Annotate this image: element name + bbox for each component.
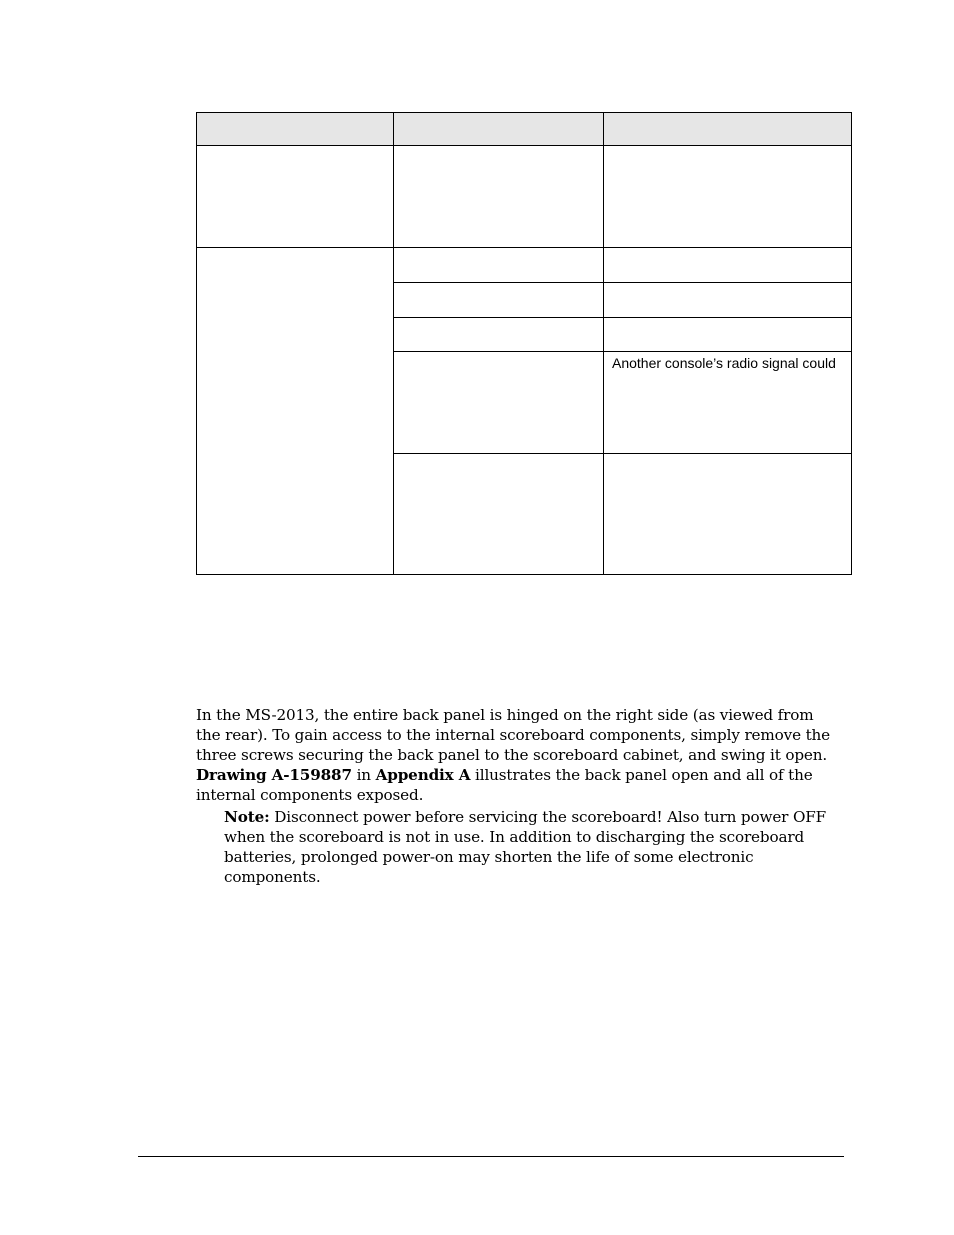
table-header-cell [604,113,852,146]
table-cell [197,248,394,575]
table-cell [394,318,604,352]
table-cell [604,248,852,283]
note-text: Disconnect power before servicing the scoreboard! Also turn power OFF when the scoreboard is not in use. In addition to discharging the scoreboard batteries, prolonged power-on may shorten the life of some electronic components. [224,808,827,886]
drawing-reference: Drawing A-159887 [196,766,352,784]
table-cell [604,146,852,248]
table-cell [394,248,604,283]
cell-text: Another console’s radio signal could [612,355,836,372]
table-cell [604,283,852,318]
table-cell [394,283,604,318]
appendix-reference: Appendix A [375,766,471,784]
paragraph-text: in [351,766,376,784]
note-block [224,807,841,887]
troubleshooting-table [196,112,852,575]
table-cell [394,352,604,453]
table-cell [604,453,852,574]
table-cell [394,453,604,574]
footer-divider [138,1156,844,1157]
table-cell [197,146,394,248]
table-row [197,146,852,248]
table-header-cell [197,113,394,146]
table-cell [604,318,852,352]
table-row [197,248,852,283]
table-header-cell [394,113,604,146]
note-label: Note: [224,808,270,826]
paragraph-text: In the MS-2013, the entire back panel is hinged on the right side (as viewed from the rear). To gain access to the internal scoreboard components, simply remove the three screws securing the back panel to the scoreboard cabinet, and swing it open. [196,706,831,764]
paragraph-text: illustrates the back panel open and all of the internal components exposed. [196,766,813,804]
back-panel-paragraph [196,705,841,805]
table-cell [394,146,604,248]
table-cell [604,352,852,453]
table-header-row [197,113,852,146]
